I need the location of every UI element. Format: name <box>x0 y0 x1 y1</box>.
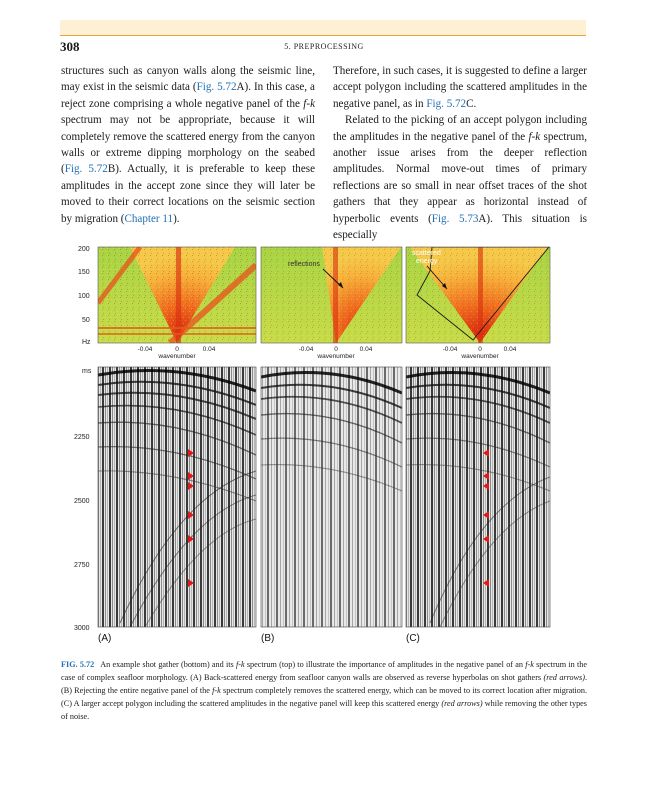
svg-text:-0.04: -0.04 <box>137 346 153 353</box>
fk-tick-100: 100 <box>78 293 90 300</box>
svg-text:0.04: 0.04 <box>359 346 373 353</box>
svg-text:-0.04: -0.04 <box>442 346 458 353</box>
gather-tick-2500: 2500 <box>74 498 90 505</box>
gather-panel-b <box>261 367 402 627</box>
paragraph-right-1: Therefore, in such cases, it is suggested to define a larger accept polygon including the scattered amplitudes in the negative panel, as in Fig. 5.72C. <box>333 65 587 110</box>
svg-text:0.04: 0.04 <box>503 346 517 353</box>
gather-panel-a <box>98 367 256 627</box>
fk-x-axis-c <box>443 346 517 360</box>
fk-tick-50: 50 <box>82 317 90 324</box>
svg-text:0: 0 <box>334 346 338 353</box>
svg-text:0: 0 <box>478 346 482 353</box>
cross-reference-link[interactable]: Fig. 5.72 <box>196 81 237 94</box>
figure-caption <box>61 658 587 723</box>
header-rule <box>60 35 586 36</box>
right-column <box>333 63 587 243</box>
header-band <box>60 20 586 35</box>
fk-tick-200: 200 <box>78 246 90 253</box>
cross-reference-link[interactable]: Chapter 11 <box>124 212 174 225</box>
gather-tick-2250: 2250 <box>74 434 90 441</box>
cross-reference-link[interactable]: Fig. 5.73 <box>431 212 479 225</box>
annotation-scattered-2: energy <box>416 258 438 265</box>
fk-panel-a <box>98 247 256 343</box>
gather-tick-2750: 2750 <box>74 562 90 569</box>
cross-reference-link[interactable]: Fig. 5.72 <box>426 97 467 110</box>
cross-reference-link[interactable]: Fig. 5.72 <box>64 163 108 176</box>
paragraph-left: structures such as canyon walls along the seismic line, may exist in the seismic data (Fig. 5.72A). In this case, a reject zone comprising a whole negative panel of the f-k spectrum may not be appropriate, because it will completely remove the scattered energy from the canyon walls or extreme dipping morphology on the seabed (Fig. 5.72B). Actually, it is preferable to keep these amplitudes in the accept zone since they will later be moved to their correct locations on the seismic section by migration (Chapter 11). <box>61 65 315 225</box>
svg-text:0.04: 0.04 <box>202 346 216 353</box>
panel-label-a: (A) <box>98 633 112 644</box>
figure-5-72 <box>60 243 586 658</box>
fk-y-label: Hz <box>82 339 91 346</box>
caption-label: FIG. 5.72 <box>61 660 95 669</box>
annotation-scattered-1: scattered <box>412 250 441 257</box>
panel-label-c: (C) <box>406 633 420 644</box>
svg-text:wavenumber: wavenumber <box>158 353 196 360</box>
gather-y-label: ms <box>82 368 92 375</box>
page-number: 308 <box>60 39 80 54</box>
paragraph-right-2: Related to the picking of an accept polygon including the amplitudes in the negative panel of the f-k spectrum, another issue arises from the deeper reflection amplitudes. Normal move-out times of primary reflections are so small in near offset traces of the shot gathers that they appear as horizontal instead of hyperbolic events (Fig. 5.73A). This situation is especially <box>333 114 587 242</box>
gather-tick-3000: 3000 <box>74 625 90 632</box>
svg-text:wavenumber: wavenumber <box>461 353 499 360</box>
running-head: 5. PREPROCESSING <box>284 42 364 51</box>
svg-text:0: 0 <box>175 346 179 353</box>
gather-panel-c <box>406 367 550 627</box>
fk-panel-b <box>261 247 402 343</box>
caption-text: An example shot gather (bottom) and its f-k spectrum (top) to illustrate the importance of amplitudes in the negative panel of an f-k spectrum in the case of complex seafloor morphology. (A) Back-scattered energy from seafloor canyon walls are observed as reverse hyperbolas on shot gathers (red arrows). (B) Rejecting the entire negative panel of the f-k spectrum completely removes the scattered energy, which can be moved to its correct location after migration. (C) A larger accept polygon including the scattered amplitudes in the negative panel will keep this scattered energy (red arrows) while removing the other types of noise. <box>61 660 587 721</box>
fk-x-axis-a <box>138 346 216 360</box>
left-column <box>61 63 315 227</box>
svg-text:-0.04: -0.04 <box>298 346 314 353</box>
fk-x-axis-b <box>299 346 373 360</box>
panel-label-b: (B) <box>261 633 275 644</box>
fk-tick-150: 150 <box>78 269 90 276</box>
svg-text:wavenumber: wavenumber <box>317 353 355 360</box>
annotation-reflections: reflections <box>288 261 320 268</box>
